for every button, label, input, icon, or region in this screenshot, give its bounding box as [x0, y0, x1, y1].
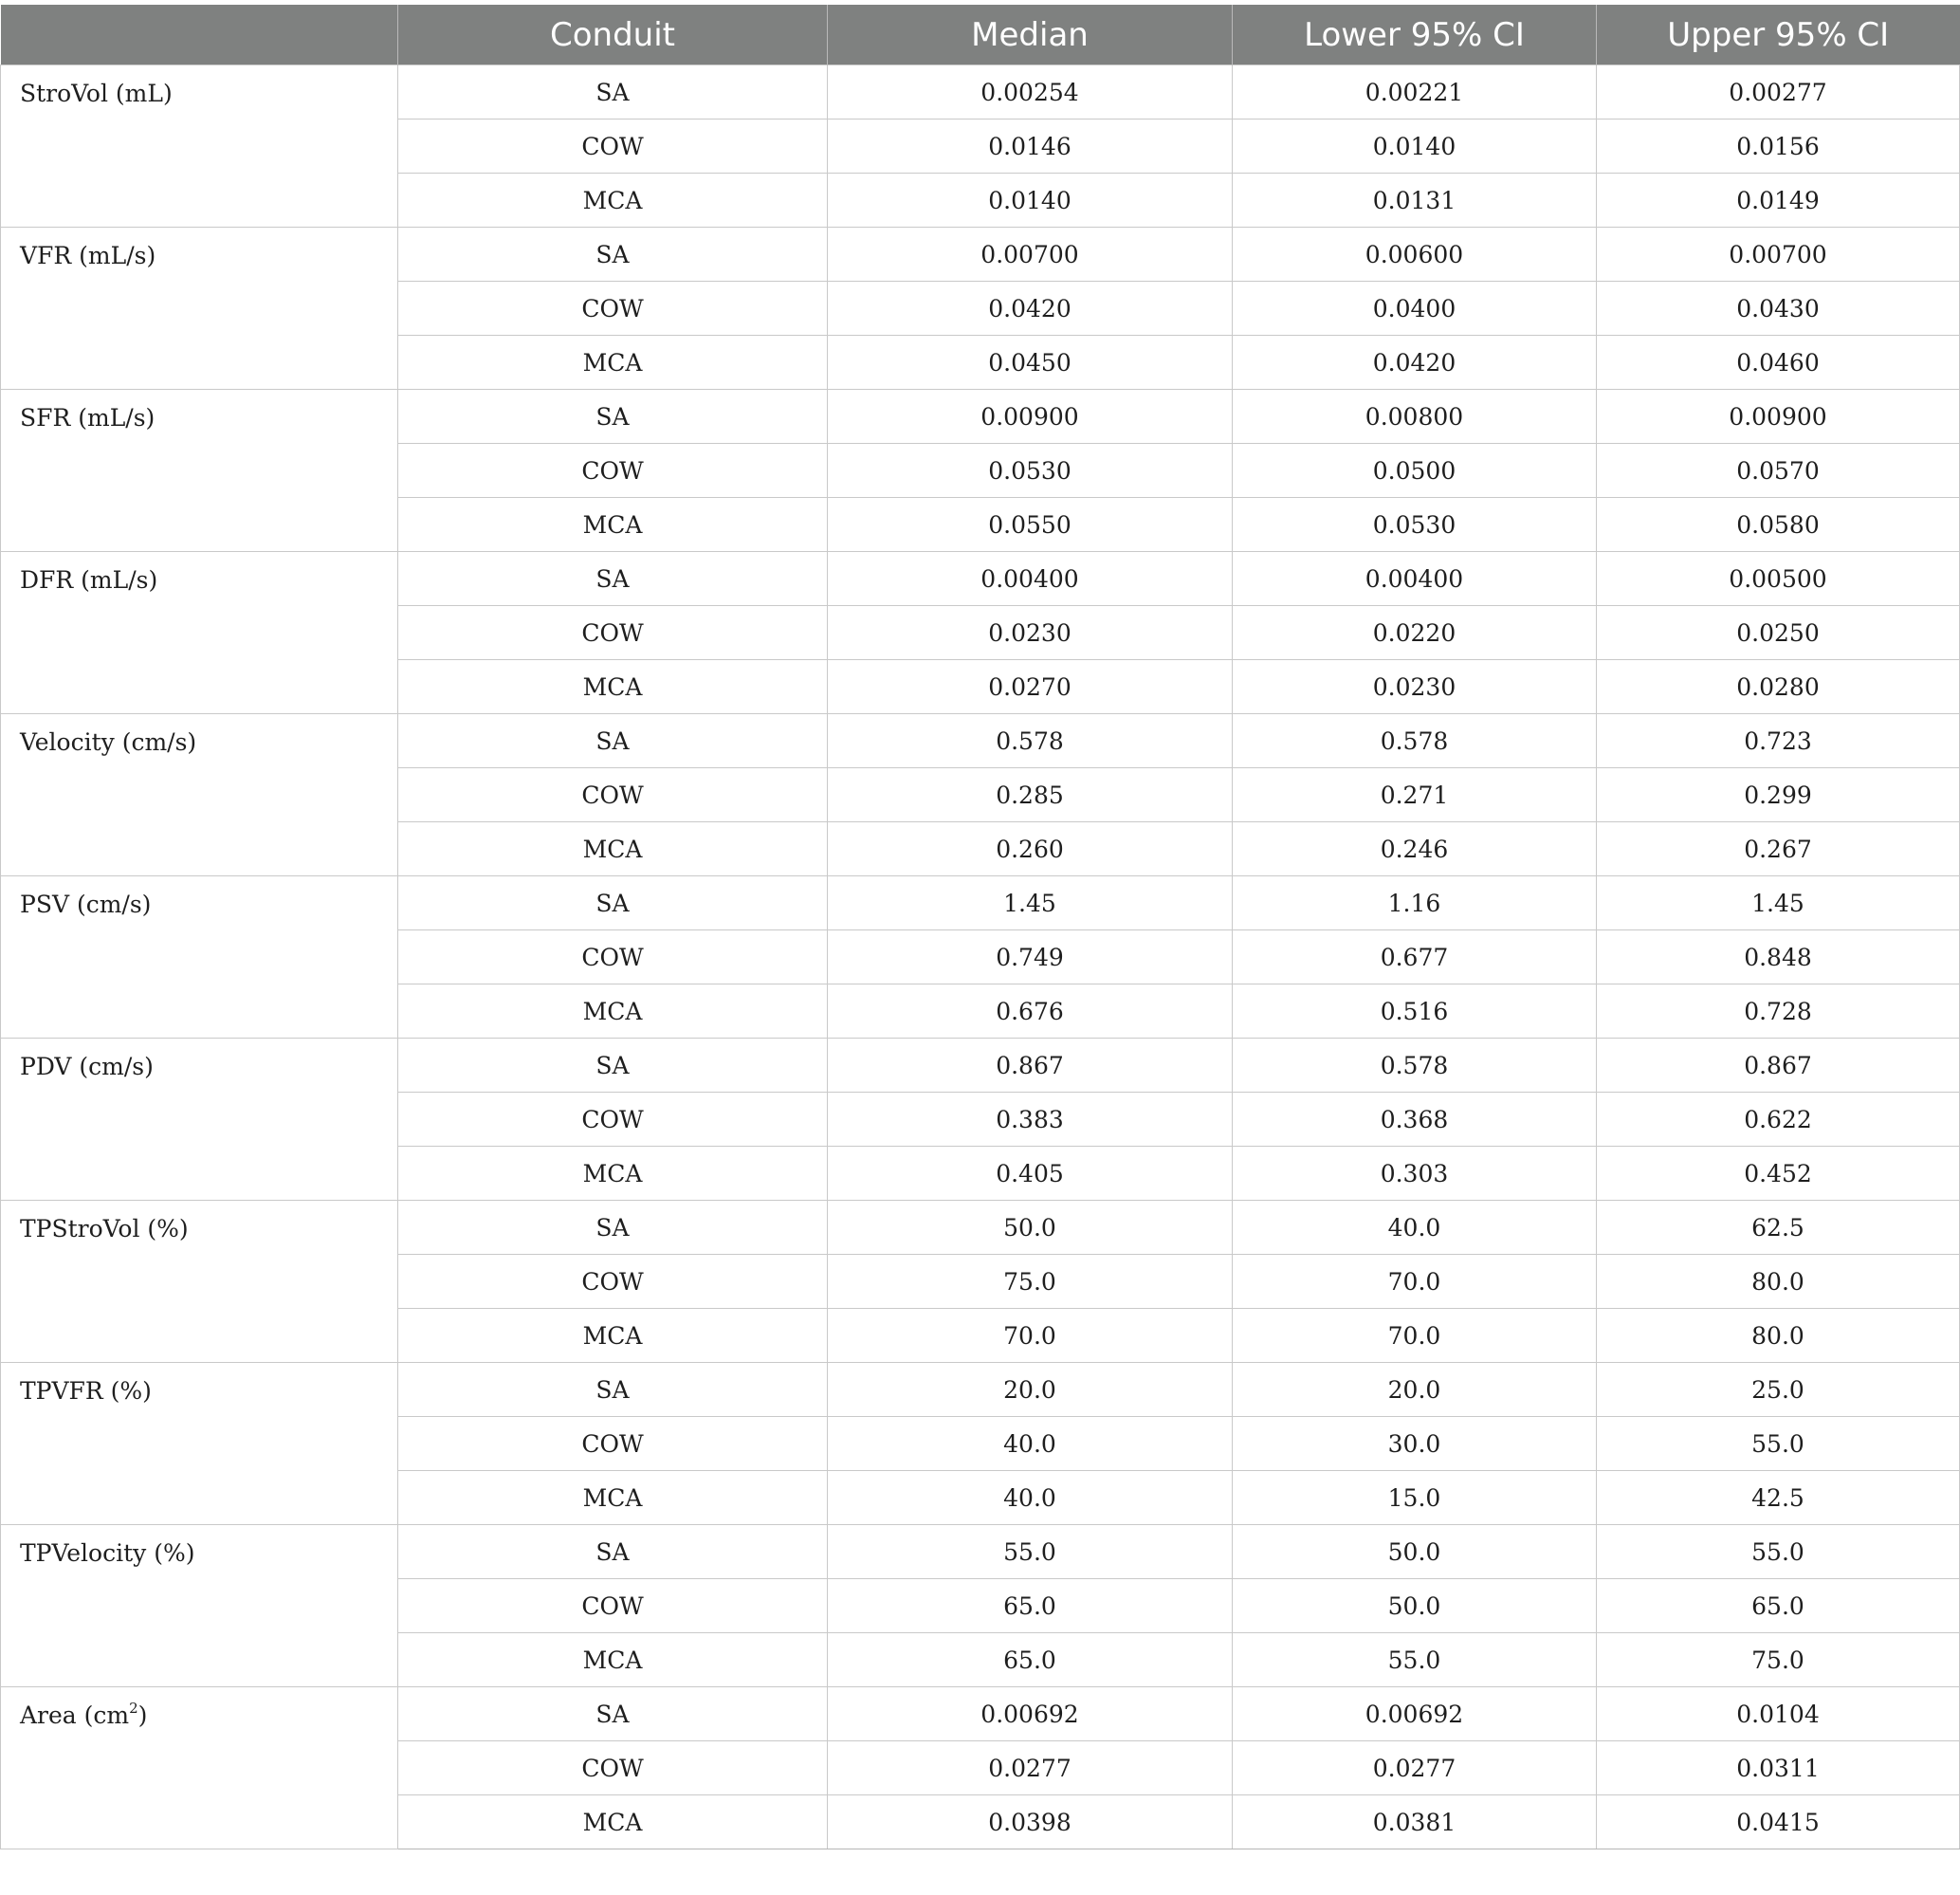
upper-ci-cell: 80.0 [1597, 1255, 1960, 1309]
median-cell: 40.0 [828, 1417, 1233, 1471]
metric-name: VFR (mL/s) [20, 242, 156, 269]
metric-label [1, 65, 398, 228]
upper-ci-cell: 55.0 [1597, 1417, 1960, 1471]
upper-ci-cell: 0.0570 [1597, 444, 1960, 498]
median-cell: 70.0 [828, 1309, 1233, 1363]
upper-ci-cell: 0.00277 [1597, 65, 1960, 120]
upper-ci-cell: 0.0460 [1597, 336, 1960, 390]
metric-name: PSV (cm/s) [20, 891, 152, 918]
upper-ci-cell: 0.452 [1597, 1147, 1960, 1201]
table-row [1, 65, 1960, 120]
table-row [1, 876, 1960, 930]
metric-name: TPVFR (%) [20, 1377, 152, 1405]
lower-ci-cell: 0.0230 [1233, 660, 1597, 714]
lower-ci-cell: 0.0400 [1233, 282, 1597, 336]
metric-unit-close: ) [137, 1702, 148, 1729]
metric-name: PDV (cm/s) [20, 1053, 154, 1080]
median-cell: 55.0 [828, 1525, 1233, 1579]
upper-ci-cell: 0.0156 [1597, 120, 1960, 174]
metric-name: Velocity (cm/s) [20, 728, 197, 756]
median-cell: 20.0 [828, 1363, 1233, 1417]
conduit-cell: MCA [398, 174, 828, 228]
metric-label [1, 1687, 398, 1849]
header-metric [1, 5, 398, 65]
metric-label [1, 1525, 398, 1687]
upper-ci-cell: 1.45 [1597, 876, 1960, 930]
conduit-cell: SA [398, 1525, 828, 1579]
median-cell: 0.578 [828, 714, 1233, 768]
metric-label [1, 1201, 398, 1363]
upper-ci-cell: 0.848 [1597, 930, 1960, 984]
upper-ci-cell: 0.867 [1597, 1039, 1960, 1093]
median-cell: 0.749 [828, 930, 1233, 984]
median-cell: 0.260 [828, 822, 1233, 876]
metric-name: TPVelocity (%) [20, 1539, 195, 1567]
lower-ci-cell: 0.0131 [1233, 174, 1597, 228]
table-row [1, 1039, 1960, 1093]
upper-ci-cell: 0.0250 [1597, 606, 1960, 660]
upper-ci-cell: 42.5 [1597, 1471, 1960, 1525]
upper-ci-cell: 80.0 [1597, 1309, 1960, 1363]
upper-ci-cell: 0.0430 [1597, 282, 1960, 336]
header-median: Median [828, 5, 1233, 65]
upper-ci-cell: 65.0 [1597, 1579, 1960, 1633]
conduit-cell: MCA [398, 336, 828, 390]
conduit-cell: COW [398, 120, 828, 174]
conduit-cell: MCA [398, 660, 828, 714]
median-cell: 0.0420 [828, 282, 1233, 336]
median-cell: 0.0530 [828, 444, 1233, 498]
lower-ci-cell: 0.0220 [1233, 606, 1597, 660]
table-header [1, 5, 1960, 65]
upper-ci-cell: 0.0415 [1597, 1795, 1960, 1849]
conduit-cell: SA [398, 1363, 828, 1417]
results-table-container [0, 5, 1959, 1849]
median-cell: 0.0550 [828, 498, 1233, 552]
median-cell: 0.0270 [828, 660, 1233, 714]
conduit-cell: SA [398, 1687, 828, 1741]
lower-ci-cell: 0.00692 [1233, 1687, 1597, 1741]
lower-ci-cell: 15.0 [1233, 1471, 1597, 1525]
lower-ci-cell: 50.0 [1233, 1579, 1597, 1633]
lower-ci-cell: 0.578 [1233, 714, 1597, 768]
lower-ci-cell: 1.16 [1233, 876, 1597, 930]
median-cell: 65.0 [828, 1579, 1233, 1633]
conduit-cell: COW [398, 1255, 828, 1309]
conduit-cell: MCA [398, 1309, 828, 1363]
conduit-cell: SA [398, 1201, 828, 1255]
median-cell: 50.0 [828, 1201, 1233, 1255]
upper-ci-cell: 75.0 [1597, 1633, 1960, 1687]
header-upper-ci: Upper 95% CI [1597, 5, 1960, 65]
table-row [1, 552, 1960, 606]
conduit-cell: COW [398, 1741, 828, 1795]
lower-ci-cell: 0.578 [1233, 1039, 1597, 1093]
upper-ci-cell: 0.299 [1597, 768, 1960, 822]
lower-ci-cell: 0.00800 [1233, 390, 1597, 444]
median-cell: 0.0450 [828, 336, 1233, 390]
median-cell: 0.867 [828, 1039, 1233, 1093]
median-cell: 0.0146 [828, 120, 1233, 174]
median-cell: 0.405 [828, 1147, 1233, 1201]
lower-ci-cell: 0.0530 [1233, 498, 1597, 552]
upper-ci-cell: 0.622 [1597, 1093, 1960, 1147]
conduit-cell: SA [398, 390, 828, 444]
conduit-cell: MCA [398, 1147, 828, 1201]
conduit-cell: SA [398, 228, 828, 282]
upper-ci-cell: 0.0104 [1597, 1687, 1960, 1741]
metric-superscript: 2 [129, 1699, 138, 1717]
median-cell: 0.00692 [828, 1687, 1233, 1741]
results-table [0, 5, 1960, 1849]
lower-ci-cell: 30.0 [1233, 1417, 1597, 1471]
conduit-cell: SA [398, 876, 828, 930]
upper-ci-cell: 0.728 [1597, 984, 1960, 1039]
conduit-cell: SA [398, 1039, 828, 1093]
median-cell: 0.0277 [828, 1741, 1233, 1795]
metric-name: Area (cm [20, 1702, 130, 1729]
median-cell: 0.383 [828, 1093, 1233, 1147]
lower-ci-cell: 0.00600 [1233, 228, 1597, 282]
upper-ci-cell: 0.0149 [1597, 174, 1960, 228]
lower-ci-cell: 0.246 [1233, 822, 1597, 876]
upper-ci-cell: 62.5 [1597, 1201, 1960, 1255]
metric-label [1, 390, 398, 552]
conduit-cell: SA [398, 714, 828, 768]
median-cell: 0.285 [828, 768, 1233, 822]
lower-ci-cell: 0.0381 [1233, 1795, 1597, 1849]
table-row [1, 390, 1960, 444]
median-cell: 0.00400 [828, 552, 1233, 606]
metric-label [1, 714, 398, 876]
metric-label [1, 1039, 398, 1201]
conduit-cell: COW [398, 1417, 828, 1471]
conduit-cell: COW [398, 444, 828, 498]
conduit-cell: MCA [398, 1633, 828, 1687]
table-row [1, 1201, 1960, 1255]
lower-ci-cell: 0.0500 [1233, 444, 1597, 498]
upper-ci-cell: 0.0580 [1597, 498, 1960, 552]
conduit-cell: MCA [398, 984, 828, 1039]
metric-label [1, 552, 398, 714]
metric-name: TPStroVol (%) [20, 1215, 189, 1242]
lower-ci-cell: 0.516 [1233, 984, 1597, 1039]
header-lower-ci: Lower 95% CI [1233, 5, 1597, 65]
upper-ci-cell: 25.0 [1597, 1363, 1960, 1417]
metric-name: StroVol (mL) [20, 80, 173, 107]
table-row [1, 1363, 1960, 1417]
lower-ci-cell: 0.0277 [1233, 1741, 1597, 1795]
lower-ci-cell: 0.368 [1233, 1093, 1597, 1147]
table-row [1, 1687, 1960, 1741]
conduit-cell: MCA [398, 1471, 828, 1525]
metric-label [1, 228, 398, 390]
median-cell: 0.0140 [828, 174, 1233, 228]
lower-ci-cell: 55.0 [1233, 1633, 1597, 1687]
upper-ci-cell: 0.00900 [1597, 390, 1960, 444]
upper-ci-cell: 0.0280 [1597, 660, 1960, 714]
lower-ci-cell: 0.00400 [1233, 552, 1597, 606]
lower-ci-cell: 40.0 [1233, 1201, 1597, 1255]
upper-ci-cell: 0.00700 [1597, 228, 1960, 282]
metric-label [1, 876, 398, 1039]
header-row [1, 5, 1960, 65]
median-cell: 0.00700 [828, 228, 1233, 282]
metric-name: DFR (mL/s) [20, 566, 158, 594]
conduit-cell: COW [398, 1093, 828, 1147]
table-row [1, 228, 1960, 282]
conduit-cell: COW [398, 606, 828, 660]
lower-ci-cell: 20.0 [1233, 1363, 1597, 1417]
lower-ci-cell: 0.0140 [1233, 120, 1597, 174]
upper-ci-cell: 0.0311 [1597, 1741, 1960, 1795]
lower-ci-cell: 0.00221 [1233, 65, 1597, 120]
conduit-cell: MCA [398, 1795, 828, 1849]
conduit-cell: MCA [398, 498, 828, 552]
conduit-cell: COW [398, 282, 828, 336]
lower-ci-cell: 70.0 [1233, 1309, 1597, 1363]
upper-ci-cell: 55.0 [1597, 1525, 1960, 1579]
lower-ci-cell: 70.0 [1233, 1255, 1597, 1309]
median-cell: 75.0 [828, 1255, 1233, 1309]
median-cell: 65.0 [828, 1633, 1233, 1687]
median-cell: 0.00254 [828, 65, 1233, 120]
median-cell: 1.45 [828, 876, 1233, 930]
header-conduit: Conduit [398, 5, 828, 65]
conduit-cell: SA [398, 552, 828, 606]
conduit-cell: COW [398, 930, 828, 984]
median-cell: 40.0 [828, 1471, 1233, 1525]
lower-ci-cell: 0.0420 [1233, 336, 1597, 390]
table-row [1, 1525, 1960, 1579]
upper-ci-cell: 0.00500 [1597, 552, 1960, 606]
metric-label [1, 1363, 398, 1525]
table-row [1, 714, 1960, 768]
lower-ci-cell: 0.677 [1233, 930, 1597, 984]
lower-ci-cell: 0.303 [1233, 1147, 1597, 1201]
median-cell: 0.0230 [828, 606, 1233, 660]
lower-ci-cell: 50.0 [1233, 1525, 1597, 1579]
conduit-cell: MCA [398, 822, 828, 876]
upper-ci-cell: 0.267 [1597, 822, 1960, 876]
median-cell: 0.00900 [828, 390, 1233, 444]
conduit-cell: COW [398, 768, 828, 822]
table-body [1, 65, 1960, 1849]
median-cell: 0.0398 [828, 1795, 1233, 1849]
metric-name: SFR (mL/s) [20, 404, 156, 432]
lower-ci-cell: 0.271 [1233, 768, 1597, 822]
conduit-cell: COW [398, 1579, 828, 1633]
conduit-cell: SA [398, 65, 828, 120]
median-cell: 0.676 [828, 984, 1233, 1039]
upper-ci-cell: 0.723 [1597, 714, 1960, 768]
